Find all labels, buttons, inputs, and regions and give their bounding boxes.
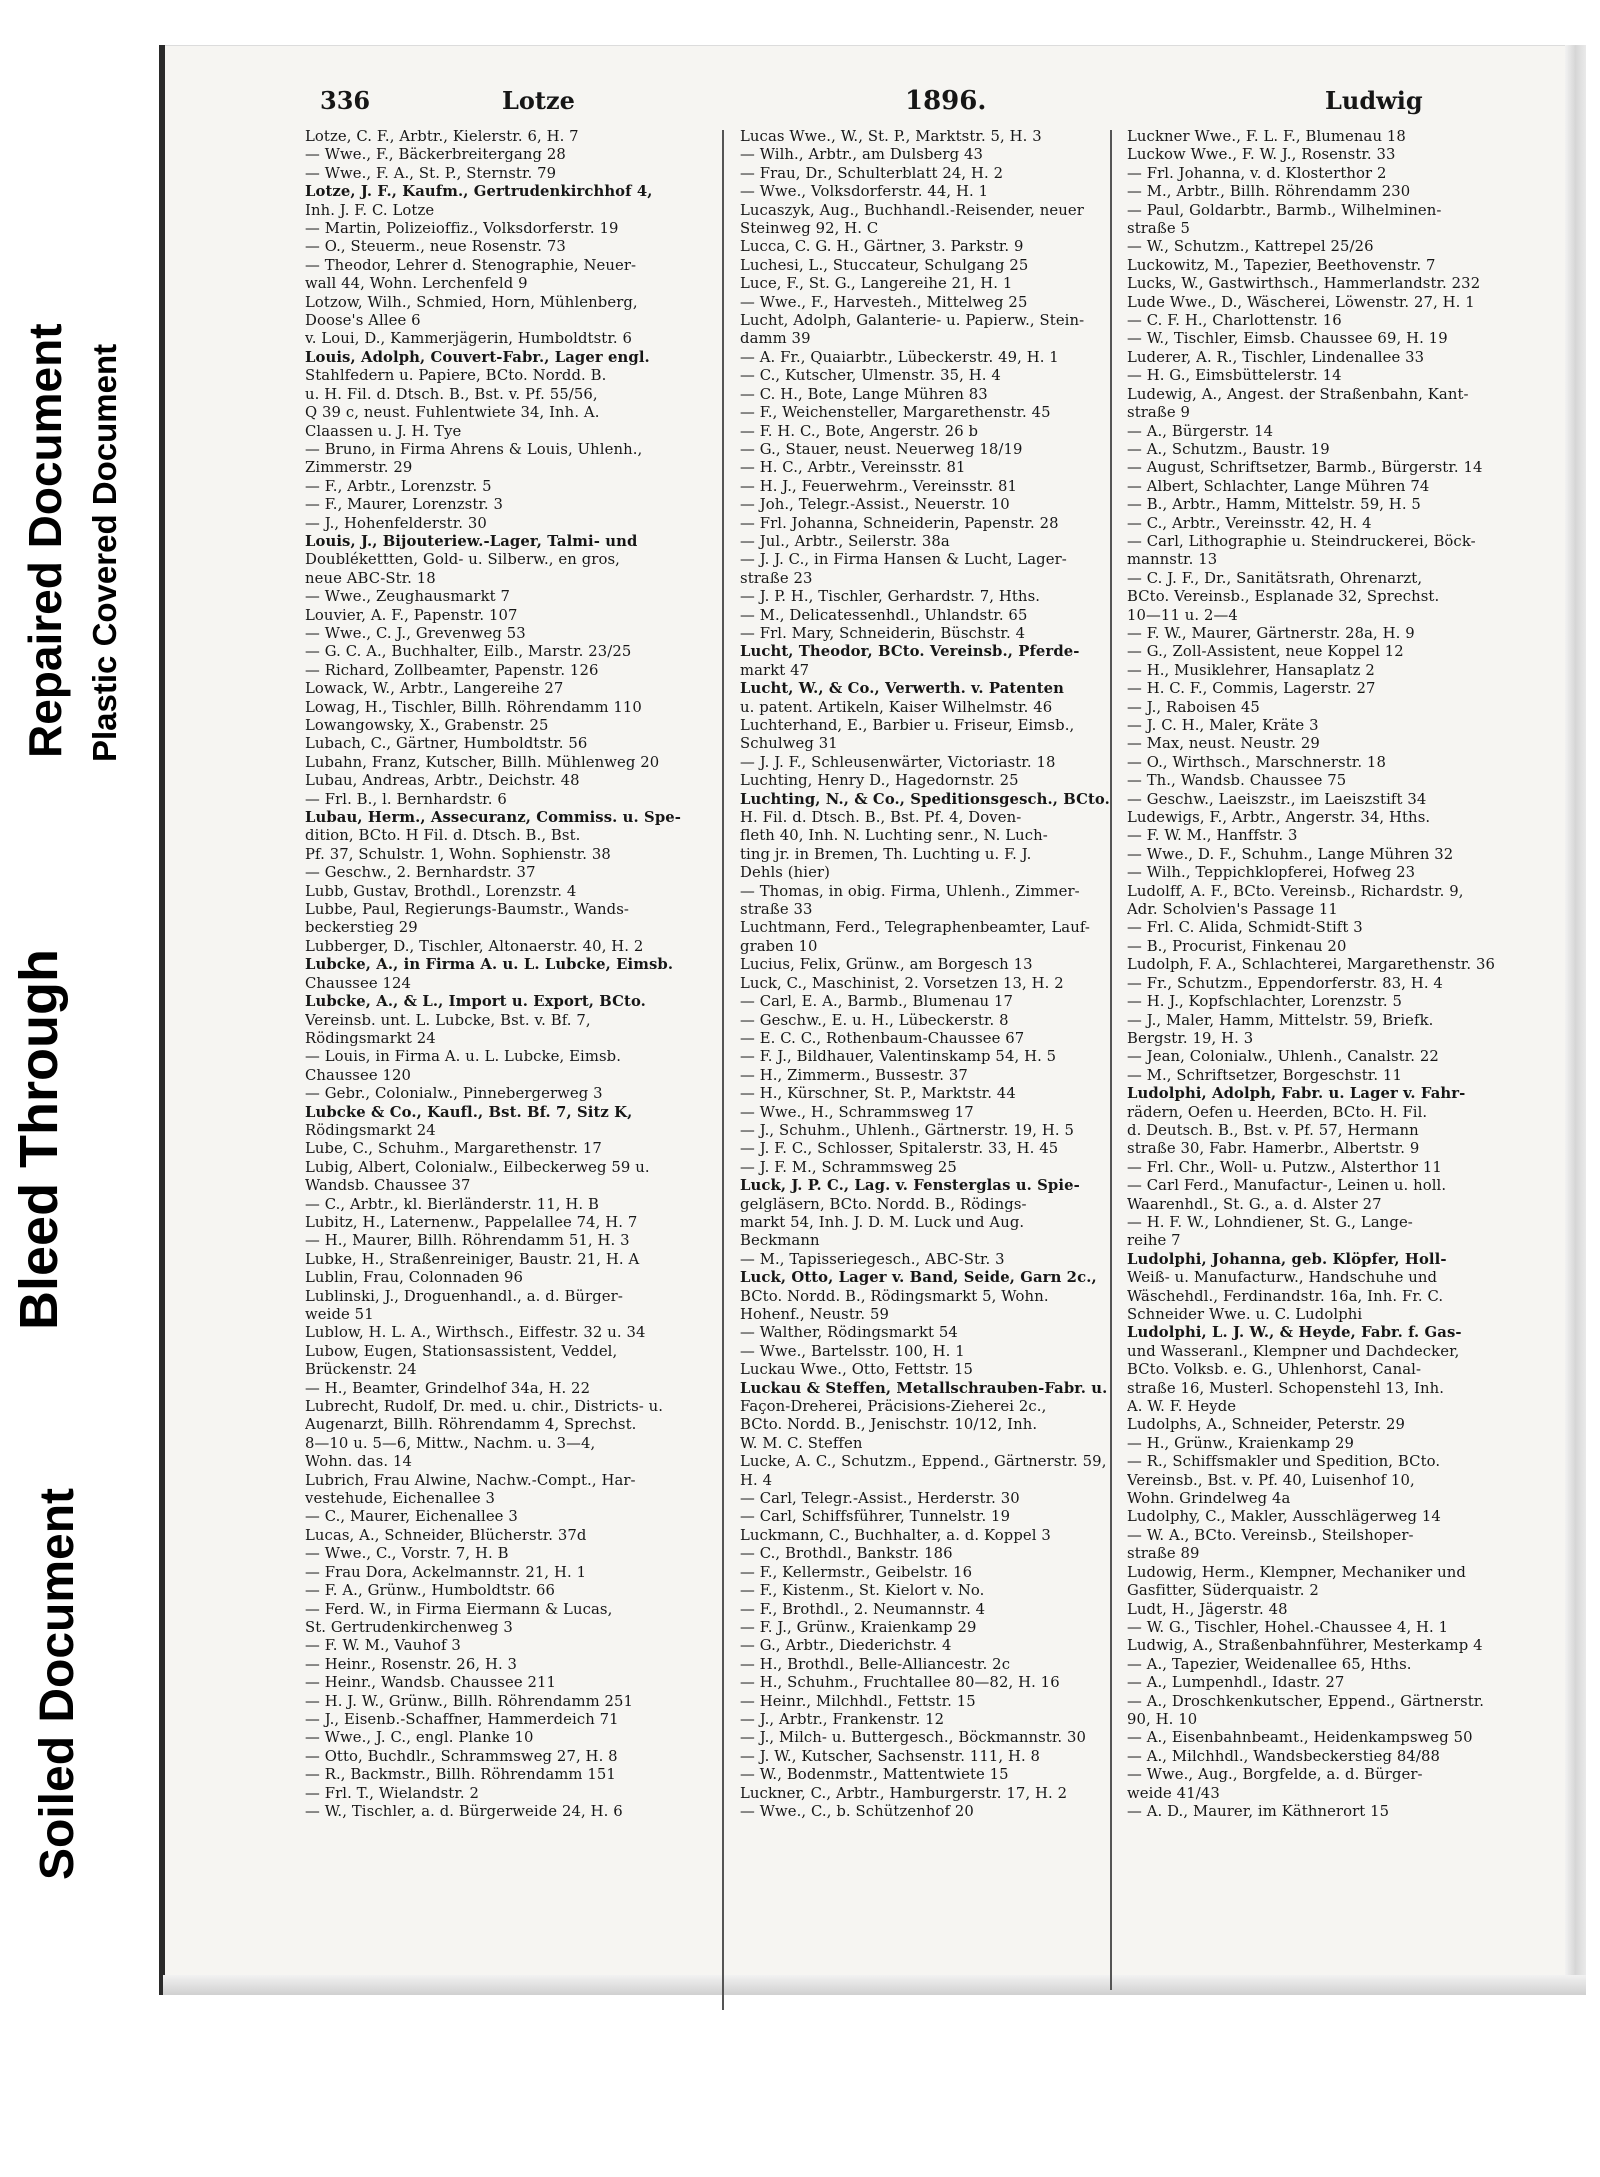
directory-entry: — M., Schriftsetzer, Borgeschstr. 11 bbox=[1127, 1066, 1402, 1084]
directory-entry: Lotze, J. F., Kaufm., Gertrudenkirchhof 4, bbox=[305, 183, 653, 201]
directory-entry: — C. H., Bote, Lange Mühren 83 bbox=[740, 385, 988, 403]
directory-entry: — C. J. F., Dr., Sanitätsrath, Ohrenarzt, bbox=[1127, 569, 1423, 587]
directory-entry: Adr. Scholvien's Passage 11 bbox=[1127, 901, 1338, 919]
directory-entry: Bergstr. 19, H. 3 bbox=[1127, 1029, 1254, 1047]
directory-entry: — F., Arbtr., Lorenzstr. 5 bbox=[305, 477, 492, 495]
page-right-edge bbox=[1565, 45, 1586, 1995]
directory-entry: Lucas, A., Schneider, Blücherstr. 37d bbox=[305, 1526, 587, 1544]
directory-entry: — Wwe., H., Schrammsweg 17 bbox=[740, 1103, 974, 1121]
directory-entry: Rödingsmarkt 24 bbox=[305, 1029, 436, 1047]
directory-entry: — O., Wirthsch., Marschnerstr. 18 bbox=[1127, 753, 1386, 771]
directory-entry: — A., Milchhdl., Wandsbeckerstieg 84/88 bbox=[1127, 1747, 1440, 1765]
directory-entry: Steinweg 92, H. C bbox=[740, 220, 879, 238]
directory-entry: — J., Raboisen 45 bbox=[1127, 698, 1260, 716]
directory-entry: Lucius, Felix, Grünw., am Borgesch 13 bbox=[740, 956, 1033, 974]
directory-entry: — Wwe., D. F., Schuhm., Lange Mühren 32 bbox=[1127, 845, 1454, 863]
directory-entry: — Carl, Lithographie u. Steindruckerei, Böck- bbox=[1127, 532, 1476, 550]
directory-entry: Augenarzt, Billh. Röhrendamm 4, Sprechst. bbox=[305, 1416, 637, 1434]
directory-entry: — W., Bodenmstr., Mattentwiete 15 bbox=[740, 1766, 1009, 1784]
directory-entry: — B., Procurist, Finkenau 20 bbox=[1127, 937, 1347, 955]
directory-entry: — Carl, E. A., Barmb., Blumenau 17 bbox=[740, 993, 1013, 1011]
label-soiled-document: Soiled Document bbox=[31, 1487, 84, 1880]
directory-entry: — H., Brothdl., Belle-Alliancestr. 2c bbox=[740, 1655, 1011, 1673]
directory-entry: — Thomas, in obig. Firma, Uhlenh., Zimmer- bbox=[740, 882, 1080, 900]
directory-entry: — Wwe., Bartelsstr. 100, H. 1 bbox=[740, 1342, 965, 1360]
directory-entry: Lubb, Gustav, Brothdl., Lorenzstr. 4 bbox=[305, 882, 577, 900]
directory-entry: — J., Maler, Hamm, Mittelstr. 59, Briefk. bbox=[1127, 1011, 1434, 1029]
directory-entry: Louis, Adolph, Couvert-Fabr., Lager engl. bbox=[305, 348, 650, 366]
label-plastic-covered-document: Plastic Covered Document bbox=[86, 343, 123, 762]
directory-entry: — Martin, Polizeioffiz., Volksdorferstr. 19 bbox=[305, 220, 619, 238]
directory-entry: graben 10 bbox=[740, 937, 818, 955]
directory-entry: Ludolphs, A., Schneider, Peterstr. 29 bbox=[1127, 1416, 1406, 1434]
directory-entry: Lubau, Andreas, Arbtr., Deichstr. 48 bbox=[305, 772, 580, 790]
directory-entry: Lowag, H., Tischler, Billh. Röhrendamm 110 bbox=[305, 698, 642, 716]
page-bottom-edge bbox=[163, 1975, 1586, 1995]
directory-entry: neue ABC-Str. 18 bbox=[305, 569, 436, 587]
directory-entry: — Heinr., Wandsb. Chaussee 211 bbox=[305, 1674, 557, 1692]
directory-entry: — H., Maurer, Billh. Röhrendamm 51, H. 3 bbox=[305, 1232, 630, 1250]
directory-entry: — Fr., Schutzm., Eppendorferstr. 83, H. 4 bbox=[1127, 974, 1443, 992]
directory-entry: Luckmann, C., Buchhalter, a. d. Koppel 3 bbox=[740, 1526, 1051, 1544]
directory-entry: Louvier, A. F., Papenstr. 107 bbox=[305, 606, 518, 624]
directory-entry: — Carl, Telegr.-Assist., Herderstr. 30 bbox=[740, 1490, 1020, 1508]
directory-column-1 bbox=[305, 128, 700, 1821]
directory-entry: Lucca, C. G. H., Gärtner, 3. Parkstr. 9 bbox=[740, 238, 1024, 256]
directory-entry: — Frau, Dr., Schulterblatt 24, H. 2 bbox=[740, 164, 1004, 182]
page-left-edge bbox=[159, 45, 165, 1995]
directory-entry: — Wwe., F. A., St. P., Sternstr. 79 bbox=[305, 164, 557, 182]
directory-entry: BCto. Volksb. e. G., Uhlenhorst, Canal- bbox=[1127, 1361, 1422, 1379]
directory-entry: Ludolphi, Johanna, geb. Klöpfer, Holl- bbox=[1127, 1250, 1447, 1268]
directory-entry: — F., Weichensteller, Margarethenstr. 45 bbox=[740, 404, 1051, 422]
directory-entry: Luderer, A. R., Tischler, Lindenallee 33 bbox=[1127, 348, 1425, 366]
directory-entry: — Geschw., 2. Bernhardstr. 37 bbox=[305, 864, 536, 882]
directory-entry: — Richard, Zollbeamter, Papenstr. 126 bbox=[305, 661, 599, 679]
directory-entry: Q 39 c, neust. Fuhlentwiete 34, Inh. A. bbox=[305, 404, 600, 422]
directory-entry: Schulweg 31 bbox=[740, 735, 838, 753]
directory-entry: Inh. J. F. C. Lotze bbox=[305, 201, 435, 219]
directory-entry: W. M. C. Steffen bbox=[740, 1434, 863, 1452]
directory-entry: A. W. F. Heyde bbox=[1127, 1398, 1237, 1416]
directory-entry: Wäschehdl., Ferdinandstr. 16a, Inh. Fr. C. bbox=[1127, 1287, 1444, 1305]
directory-entry: — W., Tischler, a. d. Bürgerweide 24, H. 6 bbox=[305, 1802, 623, 1820]
directory-entry: — W. G., Tischler, Hohel.-Chaussee 4, H. 1 bbox=[1127, 1618, 1449, 1636]
directory-entry: — F. A., Grünw., Humboldtstr. 66 bbox=[305, 1582, 556, 1600]
directory-entry: — Wwe., F., Bäckerbreitergang 28 bbox=[305, 146, 566, 164]
directory-entry: Lublow, H. L. A., Wirthsch., Eiffestr. 32 u. 34 bbox=[305, 1324, 646, 1342]
directory-entry: — H., Grünw., Kraienkamp 29 bbox=[1127, 1434, 1354, 1452]
directory-entry: BCto. Nordd. B., Jenischstr. 10/12, Inh. bbox=[740, 1416, 1038, 1434]
directory-entry: Lucaszyk, Aug., Buchhandl.-Reisender, neuer bbox=[740, 201, 1084, 219]
directory-entry: — H., Beamter, Grindelhof 34a, H. 22 bbox=[305, 1379, 591, 1397]
directory-entry: — F. H. C., Bote, Angerstr. 26 b bbox=[740, 422, 979, 440]
directory-entry: — M., Tapisseriegesch., ABC-Str. 3 bbox=[740, 1250, 1005, 1268]
running-head-right: Ludwig bbox=[1325, 86, 1423, 115]
directory-entry: — Geschw., E. u. H., Lübeckerstr. 8 bbox=[740, 1011, 1009, 1029]
directory-entry: — M., Delicatessenhdl., Uhlandstr. 65 bbox=[740, 606, 1028, 624]
directory-entry: — H. J., Feuerwehrm., Vereinsstr. 81 bbox=[740, 477, 1018, 495]
directory-entry: — H. C. F., Commis, Lagerstr. 27 bbox=[1127, 680, 1376, 698]
directory-entry: Luckau & Steffen, Metallschrauben-Fabr. u. bbox=[740, 1379, 1108, 1397]
directory-entry: Luchesi, L., Stuccateur, Schulgang 25 bbox=[740, 256, 1029, 274]
directory-entry: — Wwe., C., b. Schützenhof 20 bbox=[740, 1802, 974, 1820]
directory-entry: — J., Schuhm., Uhlenh., Gärtnerstr. 19, H. 5 bbox=[740, 1121, 1074, 1139]
directory-entry: — W., Schutzm., Kattrepel 25/26 bbox=[1127, 238, 1374, 256]
directory-entry: — A., Tapezier, Weidenallee 65, Hths. bbox=[1127, 1655, 1412, 1673]
directory-entry: Lucas Wwe., W., St. P., Marktstr. 5, H. 3 bbox=[740, 128, 1042, 145]
directory-entry: straße 23 bbox=[740, 569, 813, 587]
directory-entry: — Frl. B., l. Bernhardstr. 6 bbox=[305, 790, 507, 808]
directory-entry: — Frl. C. Alida, Schmidt-Stift 3 bbox=[1127, 919, 1363, 937]
directory-entry: Luce, F., St. G., Langereihe 21, H. 1 bbox=[740, 275, 1013, 293]
directory-entry: — H. J., Kopfschlachter, Lorenzstr. 5 bbox=[1127, 993, 1402, 1011]
directory-entry: straße 89 bbox=[1127, 1545, 1200, 1563]
directory-entry: Doublékettten, Gold- u. Silberw., en gros, bbox=[305, 551, 620, 569]
directory-column-2 bbox=[740, 128, 1135, 1821]
directory-entry: Ludolphy, C., Makler, Ausschlägerweg 14 bbox=[1127, 1508, 1441, 1526]
directory-entry: Lucht, Theodor, BCto. Vereinsb., Pferde- bbox=[740, 643, 1080, 661]
directory-entry: — Joh., Telegr.-Assist., Neuerstr. 10 bbox=[740, 496, 1010, 514]
directory-entry: — Gebr., Colonialw., Pinnebergerweg 3 bbox=[305, 1085, 603, 1103]
directory-entry: — A., Droschkenkutscher, Eppend., Gärtnerstr. bbox=[1127, 1692, 1485, 1710]
directory-entry: — J., Arbtr., Frankenstr. 12 bbox=[740, 1710, 945, 1728]
directory-entry: — C., Arbtr., kl. Bierländerstr. 11, H. B bbox=[305, 1195, 599, 1213]
directory-entry: — E. C. C., Rothenbaum-Chaussee 67 bbox=[740, 1029, 1025, 1047]
directory-entry: — Wilh., Teppichklopferei, Hofweg 23 bbox=[1127, 864, 1416, 882]
directory-entry: Stahlfedern u. Papiere, BCto. Nordd. B. bbox=[305, 367, 607, 385]
directory-entry: Luchting, Henry D., Hagedornstr. 25 bbox=[740, 772, 1019, 790]
directory-entry: 8—10 u. 5—6, Mittw., Nachm. u. 3—4, bbox=[305, 1434, 596, 1452]
directory-entry: u. patent. Artikeln, Kaiser Wilhelmstr. 46 bbox=[740, 698, 1053, 716]
directory-entry: — J., Milch- u. Buttergesch., Böckmannstr. 30 bbox=[740, 1729, 1087, 1747]
directory-entry: Wandsb. Chaussee 37 bbox=[305, 1177, 471, 1195]
directory-entry: Lucht, Adolph, Galanterie- u. Papierw., Stein- bbox=[740, 312, 1085, 330]
directory-entry: — J., Hohenfelderstr. 30 bbox=[305, 514, 487, 532]
directory-entry: fleth 40, Inh. N. Luchting senr., N. Luch- bbox=[740, 827, 1048, 845]
directory-entry: Lubrecht, Rudolf, Dr. med. u. chir., Districts- u. bbox=[305, 1398, 664, 1416]
directory-entry: St. Gertrudenkirchenweg 3 bbox=[305, 1618, 513, 1636]
directory-entry: Lucke, A. C., Schutzm., Eppend., Gärtnerstr. 59, bbox=[740, 1453, 1107, 1471]
directory-entry: Brückenstr. 24 bbox=[305, 1361, 417, 1379]
directory-entry: mannstr. 13 bbox=[1127, 551, 1218, 569]
directory-entry: — G., Arbtr., Diederichstr. 4 bbox=[740, 1637, 952, 1655]
directory-entry: straße 9 bbox=[1127, 404, 1190, 422]
directory-entry: Lowangowsky, X., Grabenstr. 25 bbox=[305, 717, 549, 734]
directory-entry: — F. J., Bildhauer, Valentinskamp 54, H. 5 bbox=[740, 1048, 1057, 1066]
directory-entry: Vereinsb. unt. L. Lubcke, Bst. v. Bf. 7, bbox=[305, 1011, 591, 1029]
directory-entry: und Wasseranl., Klempner und Dachdecker, bbox=[1127, 1342, 1460, 1360]
directory-entry: — Louis, in Firma A. u. L. Lubcke, Eimsb. bbox=[305, 1048, 622, 1066]
directory-entry: — Ferd. W., in Firma Eiermann & Lucas, bbox=[305, 1600, 613, 1618]
directory-entry: Lubcke & Co., Kaufl., Bst. Bf. 7, Sitz K, bbox=[305, 1103, 633, 1121]
directory-entry: Weiß- u. Manufacturw., Handschuhe und bbox=[1127, 1269, 1438, 1287]
directory-entry: markt 47 bbox=[740, 661, 810, 679]
directory-entry: — F. J., Grünw., Kraienkamp 29 bbox=[740, 1618, 977, 1636]
directory-entry: — F., Brothdl., 2. Neumannstr. 4 bbox=[740, 1600, 986, 1618]
directory-entry: Ludolphi, Adolph, Fabr. u. Lager v. Fahr- bbox=[1127, 1085, 1466, 1103]
directory-entry: — Wwe., C. J., Grevenweg 53 bbox=[305, 624, 526, 642]
directory-entry: 10—11 u. 2—4 bbox=[1127, 606, 1238, 624]
directory-entry: Lubahn, Franz, Kutscher, Billh. Mühlenweg 20 bbox=[305, 753, 660, 771]
directory-entry: — C., Maurer, Eichenallee 3 bbox=[305, 1508, 518, 1526]
directory-entry: — Wilh., Arbtr., am Dulsberg 43 bbox=[740, 146, 983, 164]
directory-entry: Gasfitter, Süderquaistr. 2 bbox=[1127, 1582, 1319, 1600]
directory-entry: — Jean, Colonialw., Uhlenh., Canalstr. 22 bbox=[1127, 1048, 1439, 1066]
directory-entry: 90, H. 10 bbox=[1127, 1710, 1198, 1728]
directory-entry: — Wwe., C., Vorstr. 7, H. B bbox=[305, 1545, 509, 1563]
directory-entry: — A., Schutzm., Baustr. 19 bbox=[1127, 440, 1330, 458]
directory-entry: Ludolph, F. A., Schlachterei, Margarethenstr. 36 bbox=[1127, 956, 1495, 974]
directory-entry: — F. W., Maurer, Gärtnerstr. 28a, H. 9 bbox=[1127, 624, 1415, 642]
directory-entry: rädern, Oefen u. Heerden, BCto. H. Fil. bbox=[1127, 1103, 1428, 1121]
directory-entry: — A. D., Maurer, im Käthnerort 15 bbox=[1127, 1802, 1390, 1820]
directory-entry: dition, BCto. H Fil. d. Dtsch. B., Bst. bbox=[305, 827, 581, 845]
directory-entry: — Wwe., Zeughausmarkt 7 bbox=[305, 588, 511, 606]
directory-entry: — J. F. C., Schlosser, Spitalerstr. 33, H. 45 bbox=[740, 1140, 1059, 1158]
directory-entry: Lude Wwe., D., Wäscherei, Löwenstr. 27, H. 1 bbox=[1127, 293, 1475, 311]
directory-entry: Luckowitz, M., Tapezier, Beethovenstr. 7 bbox=[1127, 256, 1436, 274]
directory-entry: — H. G., Eimsbüttelerstr. 14 bbox=[1127, 367, 1342, 385]
directory-entry: Zimmerstr. 29 bbox=[305, 459, 413, 477]
directory-entry: weide 41/43 bbox=[1127, 1784, 1220, 1802]
directory-entry: — A., Bürgerstr. 14 bbox=[1127, 422, 1274, 440]
directory-entry: u. H. Fil. d. Dtsch. B., Bst. v. Pf. 55/56, bbox=[305, 385, 598, 403]
directory-entry: weide 51 bbox=[305, 1306, 374, 1323]
directory-entry: — W. A., BCto. Vereinsb., Steilshoper- bbox=[1127, 1526, 1414, 1544]
directory-entry: — G., Stauer, neust. Neuerweg 18/19 bbox=[740, 440, 1023, 458]
directory-entry: Chaussee 120 bbox=[305, 1066, 412, 1084]
directory-entry: Pf. 37, Schulstr. 1, Wohn. Sophienstr. 38 bbox=[305, 845, 611, 863]
directory-entry: Lubcke, A., in Firma A. u. L. Lubcke, Eimsb. bbox=[305, 956, 674, 974]
directory-entry: Ludwig, A., Straßenbahnführer, Mesterkamp 4 bbox=[1127, 1637, 1483, 1655]
directory-entry: v. Loui, D., Kammerjägerin, Humboldtstr. 6 bbox=[305, 330, 633, 348]
directory-entry: Luchtmann, Ferd., Telegraphenbeamter, Lauf- bbox=[740, 919, 1090, 937]
page-number: 336 bbox=[320, 86, 371, 115]
directory-entry: Claassen u. J. H. Tye bbox=[305, 422, 462, 440]
directory-entry: — Frl. T., Wielandstr. 2 bbox=[305, 1784, 479, 1802]
directory-entry: — O., Steuerm., neue Rosenstr. 73 bbox=[305, 238, 566, 256]
directory-entry: — Geschw., Laeiszstr., im Laeiszstift 34 bbox=[1127, 790, 1427, 808]
directory-entry: — Heinr., Milchhdl., Fettstr. 15 bbox=[740, 1692, 976, 1710]
directory-entry: — J., Eisenb.-Schaffner, Hammerdeich 71 bbox=[305, 1710, 619, 1728]
directory-entry: Lubach, C., Gärtner, Humboldtstr. 56 bbox=[305, 735, 588, 753]
directory-entry: BCto. Nordd. B., Rödingsmarkt 5, Wohn. bbox=[740, 1287, 1049, 1305]
directory-entry: vestehude, Eichenallee 3 bbox=[305, 1490, 496, 1508]
directory-entry: — Jul., Arbtr., Seilerstr. 38a bbox=[740, 532, 950, 550]
directory-entry: — M., Arbtr., Billh. Röhrendamm 230 bbox=[1127, 183, 1411, 201]
directory-entry: reihe 7 bbox=[1127, 1232, 1181, 1250]
directory-entry: — Frl. Chr., Woll- u. Putzw., Alsterthor 11 bbox=[1127, 1158, 1442, 1176]
directory-entry: — Frl. Mary, Schneiderin, Büschstr. 4 bbox=[740, 624, 1026, 642]
directory-entry: — Th., Wandsb. Chaussee 75 bbox=[1127, 772, 1347, 790]
directory-entry: Lubke, H., Straßenreiniger, Baustr. 21, H. A bbox=[305, 1250, 640, 1268]
directory-entry: straße 33 bbox=[740, 901, 813, 919]
directory-entry: straße 5 bbox=[1127, 220, 1190, 238]
directory-entry: Dehls (hier) bbox=[740, 864, 831, 882]
directory-entry: — August, Schriftsetzer, Barmb., Bürgerstr. 14 bbox=[1127, 459, 1483, 477]
directory-entry: — A., Eisenbahnbeamt., Heidenkampsweg 50 bbox=[1127, 1729, 1473, 1747]
directory-entry: gelgläsern, BCto. Nordd. B., Rödings- bbox=[740, 1195, 1027, 1213]
directory-entry: — Otto, Buchdlr., Schrammsweg 27, H. 8 bbox=[305, 1747, 618, 1765]
directory-entry: Ludewigs, F., Arbtr., Angerstr. 34, Hths. bbox=[1127, 809, 1431, 827]
directory-entry: Lubberger, D., Tischler, Altonaerstr. 40, H. 2 bbox=[305, 937, 644, 955]
directory-entry: Lubau, Herm., Assecuranz, Commiss. u. Spe- bbox=[305, 809, 682, 827]
directory-entry: — R., Schiffsmakler und Spedition, BCto. bbox=[1127, 1453, 1441, 1471]
directory-entry: — G. C. A., Buchhalter, Eilb., Marstr. 23/25 bbox=[305, 643, 632, 661]
directory-entry: — H., Musiklehrer, Hansaplatz 2 bbox=[1127, 661, 1375, 679]
directory-entry: Ludewig, A., Angest. der Straßenbahn, Kant- bbox=[1127, 385, 1469, 403]
directory-entry: — C., Brothdl., Bankstr. 186 bbox=[740, 1545, 953, 1563]
directory-entry: — Heinr., Rosenstr. 26, H. 3 bbox=[305, 1655, 518, 1673]
directory-entry: Waarenhdl., St. G., a. d. Alster 27 bbox=[1127, 1195, 1382, 1213]
directory-entry: — C., Kutscher, Ulmenstr. 35, H. 4 bbox=[740, 367, 1001, 385]
directory-entry: — Max, neust. Neustr. 29 bbox=[1127, 735, 1320, 753]
directory-entry: — F. W. M., Hanffstr. 3 bbox=[1127, 827, 1298, 845]
directory-entry: Luck, Otto, Lager v. Band, Seide, Garn 2c., bbox=[740, 1269, 1097, 1287]
directory-entry: — F. W. M., Vauhof 3 bbox=[305, 1637, 461, 1655]
directory-entry: Luckau Wwe., Otto, Fettstr. 15 bbox=[740, 1361, 974, 1379]
directory-entry: markt 54, Inh. J. D. M. Luck und Aug. bbox=[740, 1213, 1025, 1231]
directory-entry: straße 30, Fabr. Hamerbr., Albertstr. 9 bbox=[1127, 1140, 1420, 1158]
directory-entry: Façon-Dreherei, Präcisions-Zieherei 2c., bbox=[740, 1398, 1047, 1416]
directory-entry: Vereinsb., Bst. v. Pf. 40, Luisenhof 10, bbox=[1127, 1471, 1415, 1489]
directory-entry: — F., Maurer, Lorenzstr. 3 bbox=[305, 496, 504, 514]
running-head-left: Lotze bbox=[502, 86, 575, 115]
directory-entry: Lubig, Albert, Colonialw., Eilbeckerweg 59 u. bbox=[305, 1158, 650, 1176]
directory-entry: Lubrich, Frau Alwine, Nachw.-Compt., Har- bbox=[305, 1471, 636, 1489]
directory-entry: — H. F. W., Lohndiener, St. G., Lange- bbox=[1127, 1213, 1413, 1231]
directory-entry: — Wwe., Aug., Borgfelde, a. d. Bürger- bbox=[1127, 1766, 1423, 1784]
directory-entry: beckerstieg 29 bbox=[305, 919, 418, 937]
column-divider bbox=[722, 130, 724, 2010]
directory-entry: — J. P. H., Tischler, Gerhardstr. 7, Hths. bbox=[740, 588, 1041, 606]
directory-entry: — Theodor, Lehrer d. Stenographie, Neuer- bbox=[305, 256, 637, 274]
directory-entry: damm 39 bbox=[740, 330, 811, 348]
directory-entry: Luchting, N., & Co., Speditionsgesch., BCto. bbox=[740, 790, 1110, 808]
label-bleed-through: Bleed Through bbox=[9, 949, 69, 1330]
directory-entry: Lube, C., Schuhm., Margarethenstr. 17 bbox=[305, 1140, 602, 1158]
directory-entry: — J. W., Kutscher, Sachsenstr. 111, H. 8 bbox=[740, 1747, 1041, 1765]
directory-entry: Lubbe, Paul, Regierungs-Baumstr., Wands- bbox=[305, 901, 629, 919]
running-head-year: 1896. bbox=[905, 86, 987, 116]
directory-entry: — F., Kellermstr., Geibelstr. 16 bbox=[740, 1563, 973, 1581]
directory-entry: Luchterhand, E., Barbier u. Friseur, Eimsb., bbox=[740, 717, 1075, 734]
directory-entry: — Carl Ferd., Manufactur-, Leinen u. holl. bbox=[1127, 1177, 1447, 1195]
directory-entry: Hohenf., Neustr. 59 bbox=[740, 1306, 890, 1323]
directory-entry: — H., Kürschner, St. P., Marktstr. 44 bbox=[740, 1085, 1016, 1103]
directory-entry: Lubow, Eugen, Stationsassistent, Veddel, bbox=[305, 1342, 618, 1360]
directory-entry: Lotze, C. F., Arbtr., Kielerstr. 6, H. 7 bbox=[305, 128, 579, 145]
directory-entry: — Walther, Rödingsmarkt 54 bbox=[740, 1324, 958, 1342]
directory-column-3 bbox=[1127, 128, 1537, 1821]
directory-entry: Luck, J. P. C., Lag. v. Fensterglas u. Spie- bbox=[740, 1177, 1080, 1195]
directory-entry: — Wwe., Volksdorferstr. 44, H. 1 bbox=[740, 183, 989, 201]
directory-entry: Ludolff, A. F., BCto. Vereinsb., Richardstr. 9, bbox=[1127, 882, 1464, 900]
directory-entry: Luck, C., Maschinist, 2. Vorsetzen 13, H. 2 bbox=[740, 974, 1064, 992]
directory-entry: Ludowig, Herm., Klempner, Mechaniker und bbox=[1127, 1563, 1466, 1581]
directory-entry: — C. F. H., Charlottenstr. 16 bbox=[1127, 312, 1342, 330]
directory-entry: BCto. Vereinsb., Esplanade 32, Sprechst. bbox=[1127, 588, 1440, 606]
directory-entry: — F., Kistenm., St. Kielort v. No. bbox=[740, 1582, 985, 1600]
directory-entry: — Frau Dora, Ackelmannstr. 21, H. 1 bbox=[305, 1563, 587, 1581]
directory-entry: — W., Tischler, Eimsb. Chaussee 69, H. 19 bbox=[1127, 330, 1448, 348]
directory-entry: Lubitz, H., Laternenw., Pappelallee 74, H. 7 bbox=[305, 1213, 638, 1231]
degradation-labels bbox=[0, 0, 165, 2177]
directory-entry: — A., Lumpenhdl., Idastr. 27 bbox=[1127, 1674, 1345, 1692]
directory-entry: Beckmann bbox=[740, 1232, 820, 1250]
directory-entry: — Wwe., F., Harvesteh., Mittelweg 25 bbox=[740, 293, 1028, 311]
directory-entry: Lucks, W., Gastwirthsch., Hammerlandstr. 232 bbox=[1127, 275, 1481, 293]
directory-entry: — Wwe., J. C., engl. Planke 10 bbox=[305, 1729, 534, 1747]
directory-entry: — H. J. W., Grünw., Billh. Röhrendamm 251 bbox=[305, 1692, 634, 1710]
directory-entry: H. Fil. d. Dtsch. B., Bst. Pf. 4, Doven- bbox=[740, 809, 1022, 827]
directory-entry: Schneider Wwe. u. C. Ludolphi bbox=[1127, 1306, 1363, 1323]
directory-entry: — Paul, Goldarbtr., Barmb., Wilhelminen- bbox=[1127, 201, 1442, 219]
directory-entry: — Bruno, in Firma Ahrens & Louis, Uhlenh., bbox=[305, 440, 643, 458]
directory-entry: — G., Zoll-Assistent, neue Koppel 12 bbox=[1127, 643, 1404, 661]
directory-entry: — H. C., Arbtr., Vereinsstr. 81 bbox=[740, 459, 966, 477]
directory-entry: — J. J. C., in Firma Hansen & Lucht, Lager- bbox=[740, 551, 1067, 569]
directory-entry: — H., Schuhm., Fruchtallee 80—82, H. 16 bbox=[740, 1674, 1060, 1692]
directory-entry: Luckow Wwe., F. W. J., Rosenstr. 33 bbox=[1127, 146, 1396, 164]
directory-entry: — J. C. H., Maler, Kräte 3 bbox=[1127, 717, 1319, 734]
directory-entry: — Albert, Schlachter, Lange Mühren 74 bbox=[1127, 477, 1430, 495]
directory-entry: Ludt, H., Jägerstr. 48 bbox=[1127, 1600, 1288, 1618]
directory-entry: — J. J. F., Schleusenwärter, Victoriastr. 18 bbox=[740, 753, 1056, 771]
directory-entry: — Carl, Schiffsführer, Tunnelstr. 19 bbox=[740, 1508, 1011, 1526]
directory-entry: d. Deutsch. B., Bst. v. Pf. 57, Hermann bbox=[1127, 1121, 1419, 1139]
directory-entry: ting jr. in Bremen, Th. Luchting u. F. J. bbox=[740, 845, 1032, 863]
directory-entry: — R., Backmstr., Billh. Röhrendamm 151 bbox=[305, 1766, 616, 1784]
directory-entry: straße 16, Musterl. Schopenstehl 13, Inh. bbox=[1127, 1379, 1445, 1397]
directory-entry: Lubcke, A., & L., Import u. Export, BCto. bbox=[305, 993, 646, 1011]
directory-entry: — H., Zimmerm., Bussestr. 37 bbox=[740, 1066, 968, 1084]
directory-entry: Luckner, C., Arbtr., Hamburgerstr. 17, H. 2 bbox=[740, 1784, 1068, 1802]
directory-entry: Lotzow, Wilh., Schmied, Horn, Mühlenberg, bbox=[305, 293, 638, 311]
directory-entry: Louis, J., Bijouteriew.-Lager, Talmi- und bbox=[305, 532, 638, 550]
directory-entry: Wohn. das. 14 bbox=[305, 1453, 413, 1471]
directory-entry: Doose's Allee 6 bbox=[305, 312, 421, 330]
directory-entry: Luckner Wwe., F. L. F., Blumenau 18 bbox=[1127, 128, 1406, 145]
directory-entry: Lucht, W., & Co., Verwerth. v. Patenten bbox=[740, 680, 1065, 698]
directory-entry: — C., Arbtr., Vereinsstr. 42, H. 4 bbox=[1127, 514, 1372, 532]
directory-entry: — Frl. Johanna, Schneiderin, Papenstr. 28 bbox=[740, 514, 1059, 532]
directory-entry: — Frl. Johanna, v. d. Klosterthor 2 bbox=[1127, 164, 1387, 182]
directory-entry: Lowack, W., Arbtr., Langereihe 27 bbox=[305, 680, 564, 698]
directory-entry: H. 4 bbox=[740, 1471, 773, 1489]
directory-entry: Wohn. Grindelweg 4a bbox=[1127, 1490, 1291, 1508]
directory-entry: Rödingsmarkt 24 bbox=[305, 1121, 436, 1139]
directory-entry: — B., Arbtr., Hamm, Mittelstr. 59, H. 5 bbox=[1127, 496, 1421, 514]
directory-entry: — J. F. M., Schrammsweg 25 bbox=[740, 1158, 957, 1176]
directory-entry: wall 44, Wohn. Lerchenfeld 9 bbox=[305, 275, 528, 293]
directory-entry: Lublinski, J., Droguenhandl., a. d. Bürger- bbox=[305, 1287, 623, 1305]
directory-entry: Lublin, Frau, Colonnaden 96 bbox=[305, 1269, 524, 1287]
directory-entry: Ludolphi, L. J. W., & Heyde, Fabr. f. Gas- bbox=[1127, 1324, 1462, 1342]
directory-entry: Chaussee 124 bbox=[305, 974, 412, 992]
directory-entry: — A. Fr., Quaiarbtr., Lübeckerstr. 49, H. 1 bbox=[740, 348, 1059, 366]
label-repaired-document: Repaired Document bbox=[19, 323, 71, 758]
